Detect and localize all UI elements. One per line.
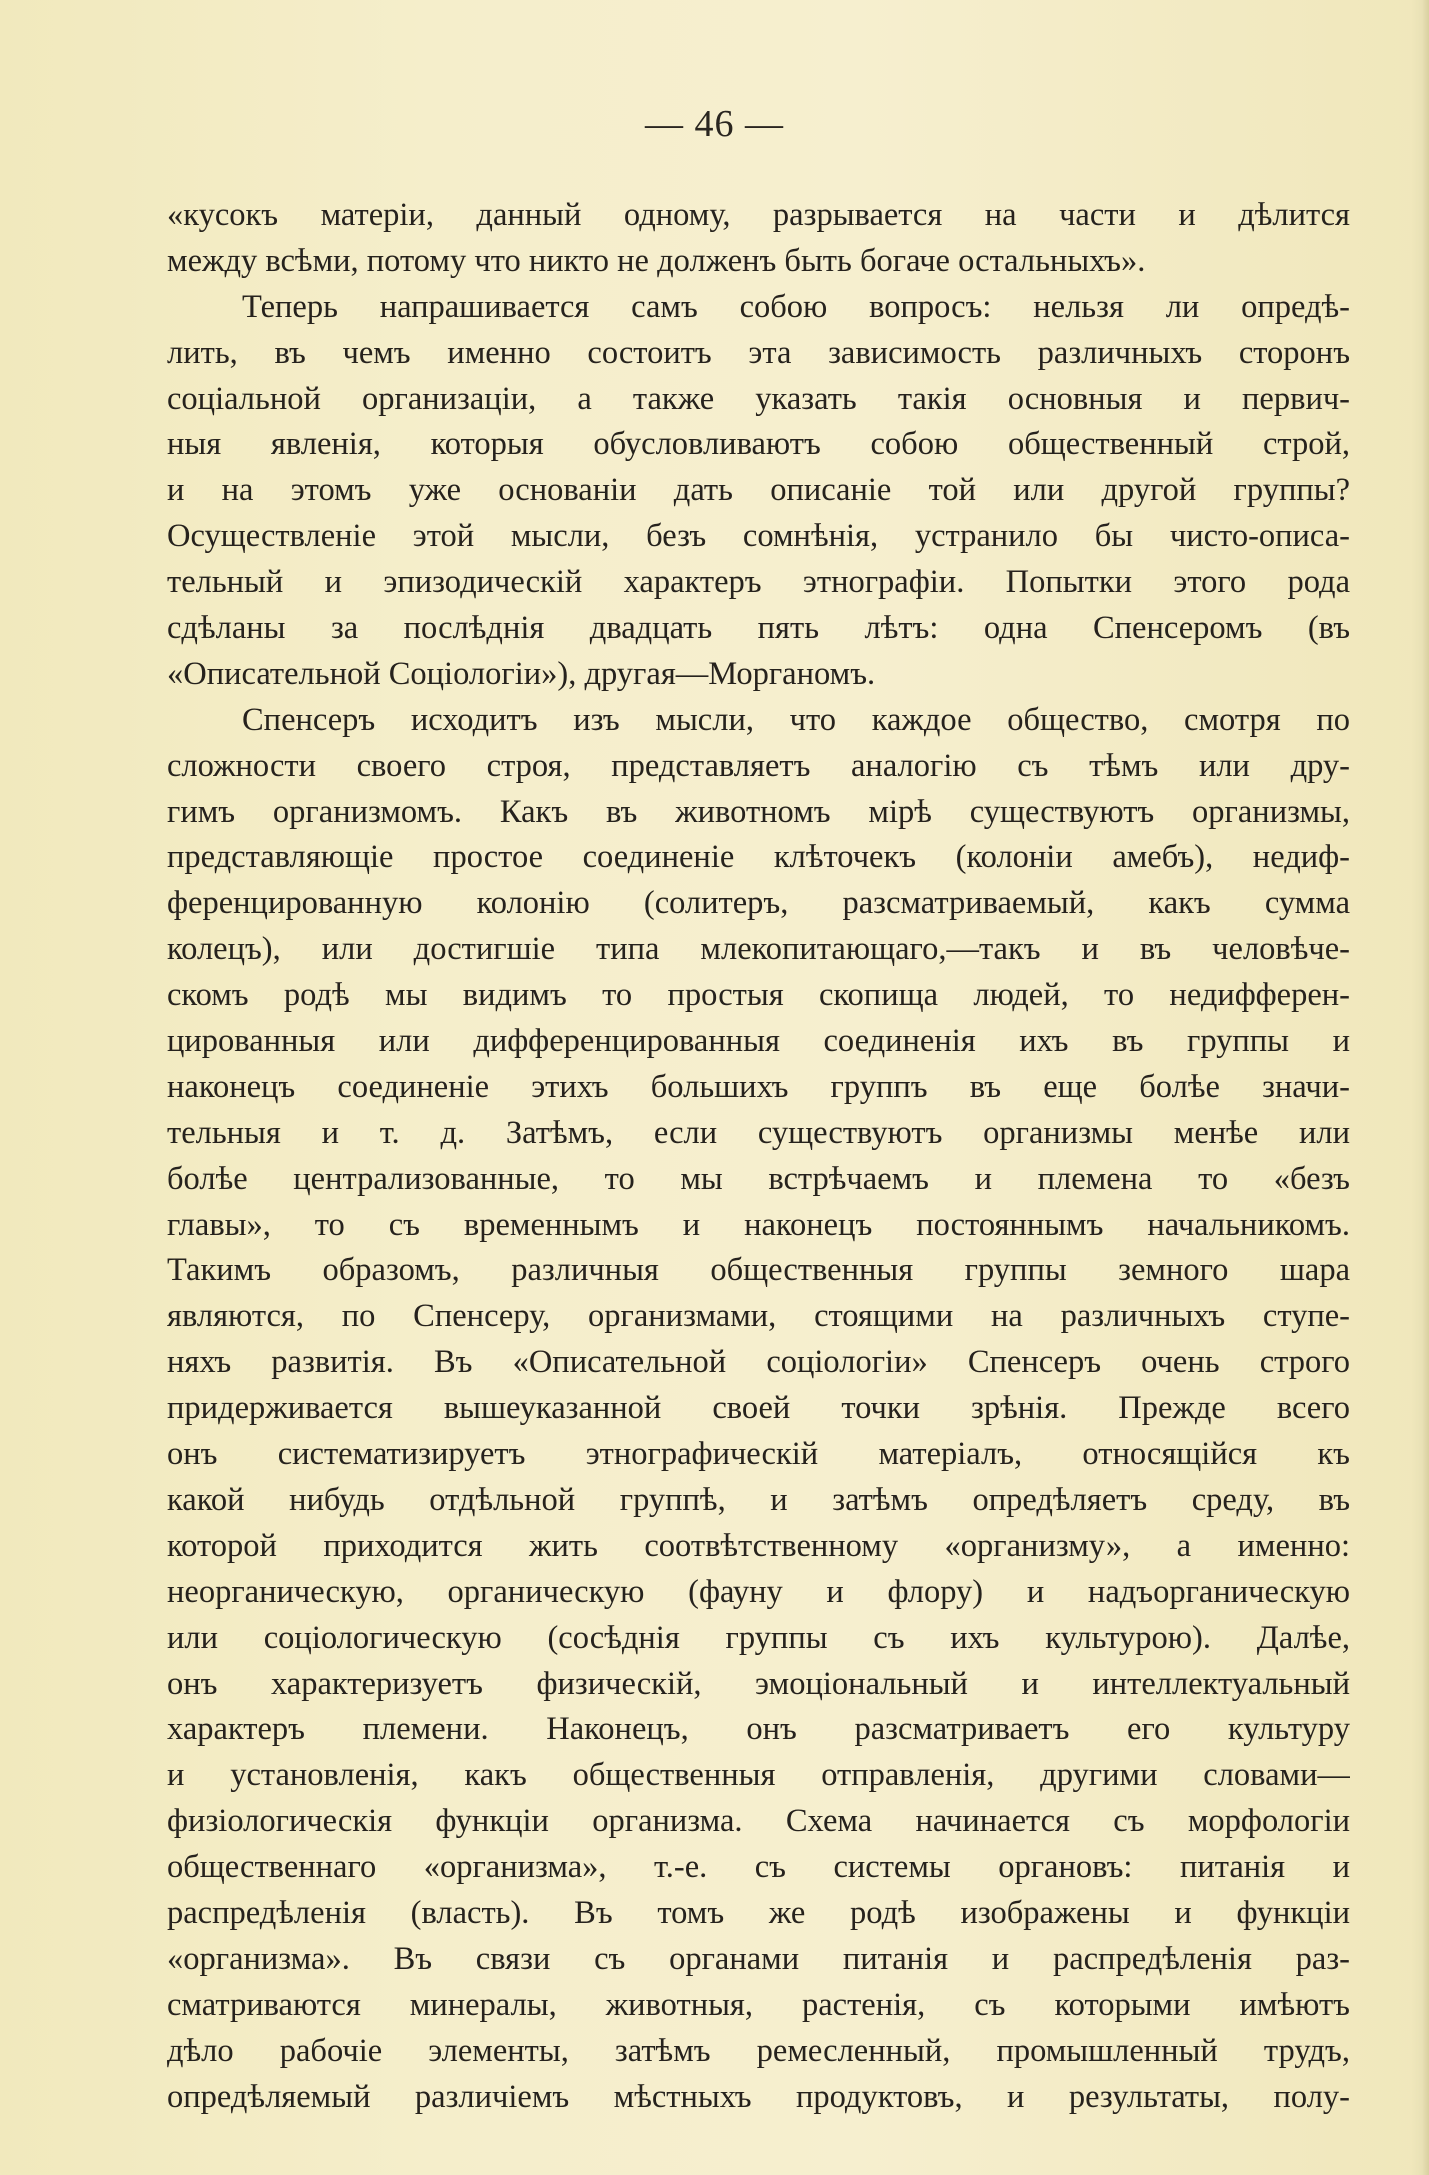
text-line: онъ характеризуетъ физическій, эмоціональный и интеллектуальный [167, 1665, 1350, 1702]
text-line: сматриваются минералы, животныя, растенія, съ которыми имѣютъ [167, 1986, 1350, 2023]
text-line: которой приходится жить соотвѣтственному «организму», а именно: [167, 1527, 1350, 1564]
text-line: тельный и эпизодическій характеръ этнографіи. Попытки этого рода [167, 564, 1350, 601]
text-line: представляющіе простое соединеніе клѣточекъ (колоніи амебъ), недиф- [167, 839, 1350, 876]
text-line: «Описательной Соціологіи»), другая—Морганомъ. [167, 655, 876, 692]
text-line: общественнаго «организма», т.-е. съ системы органовъ: питанія и [167, 1849, 1350, 1886]
text-line: ференцированную колонію (солитеръ, разсматриваемый, какъ сумма [167, 885, 1350, 922]
text-line: цированныя или дифференцированныя соединенія ихъ въ группы и [167, 1023, 1350, 1060]
page-number: — 46 — [645, 103, 784, 145]
text-line: «кусокъ матеріи, данный одному, разрывается на части и дѣлится [167, 197, 1350, 233]
text-line: Такимъ образомъ, различныя общественныя группы земного шара [167, 1252, 1350, 1289]
text-line: онъ систематизируетъ этнографическій матеріалъ, относящійся къ [167, 1436, 1350, 1473]
text-line: гимъ организмомъ. Какъ въ животномъ мірѣ существуютъ организмы, [167, 793, 1350, 830]
text-line: какой нибудь отдѣльной группѣ, и затѣмъ опредѣляетъ среду, въ [167, 1481, 1350, 1518]
text-line: няхъ развитія. Въ «Описательной соціологіи» Спенсеръ очень строго [167, 1344, 1350, 1381]
text-line: характеръ племени. Наконецъ, онъ разсматриваетъ его культуру [167, 1711, 1350, 1748]
text-line: придерживается вышеуказанной своей точки зрѣнія. Прежде всего [167, 1390, 1350, 1427]
text-line: лить, въ чемъ именно состоитъ эта зависимость различныхъ сторонъ [167, 334, 1350, 371]
text-line: опредѣляемый различіемъ мѣстныхъ продуктовъ, и результаты, полу- [167, 2078, 1350, 2115]
text-line: сдѣланы за послѣднія двадцать пять лѣтъ: одна Спенсеромъ (въ [167, 610, 1350, 647]
text-line: распредѣленія (власть). Въ томъ же родѣ изображены и функціи [167, 1894, 1350, 1931]
text-line: дѣло рабочіе элементы, затѣмъ ремесленный, промышленный трудъ, [167, 2032, 1350, 2069]
text-line: главы», то съ временнымъ и наконецъ постояннымъ начальникомъ. [167, 1206, 1350, 1243]
text-line: сложности своего строя, представляетъ аналогію съ тѣмъ или дру- [167, 747, 1350, 784]
text-line: болѣе централизованные, то мы встрѣчаемъ и племена то «безъ [167, 1160, 1350, 1197]
text-line: ныя явленія, которыя обусловливаютъ собою общественный строй, [167, 426, 1350, 463]
text-line: скомъ родѣ мы видимъ то простыя скопища людей, то недифферен- [167, 977, 1350, 1014]
text-line: тельныя и т. д. Затѣмъ, если существуютъ организмы менѣе или [167, 1114, 1350, 1151]
text-line: наконецъ соединеніе этихъ большихъ группъ въ еще болѣе значи- [167, 1068, 1350, 1105]
text-line: и установленія, какъ общественныя отправленія, другими словами— [167, 1757, 1350, 1794]
text-line: соціальной организаціи, а также указать такія основныя и первич- [167, 380, 1350, 417]
text-line: неорганическую, органическую (фауну и флору) и надъорганическую [167, 1573, 1350, 1610]
page-edge-shadow [1411, 0, 1429, 2175]
text-line: и на этомъ уже основаніи дать описаніе той или другой группы? [167, 472, 1350, 509]
text-line: являются, по Спенсеру, организмами, стоящими на различныхъ ступе- [167, 1298, 1350, 1335]
text-line: Осуществленіе этой мысли, безъ сомнѣнія, устранило бы чисто-описа- [167, 518, 1350, 555]
text-line: или соціологическую (сосѣднія группы съ ихъ культурою). Далѣе, [167, 1619, 1350, 1656]
text-line: Теперь напрашивается самъ собою вопросъ: нельзя ли опредѣ- [242, 288, 1350, 325]
text-line: «организма». Въ связи съ органами питанія и распредѣленія раз- [167, 1940, 1350, 1977]
body-text [167, 193, 1350, 2120]
text-line: между всѣми, потому что никто не долженъ быть богаче остальныхъ». [167, 242, 1146, 279]
text-line: физіологическія функціи организма. Схема начинается съ морфологіи [167, 1803, 1350, 1840]
text-line: колецъ), или достигшіе типа млекопитающаго,—такъ и въ человѣче- [167, 931, 1350, 968]
text-line: Спенсеръ исходитъ изъ мысли, что каждое общество, смотря по [242, 701, 1350, 738]
